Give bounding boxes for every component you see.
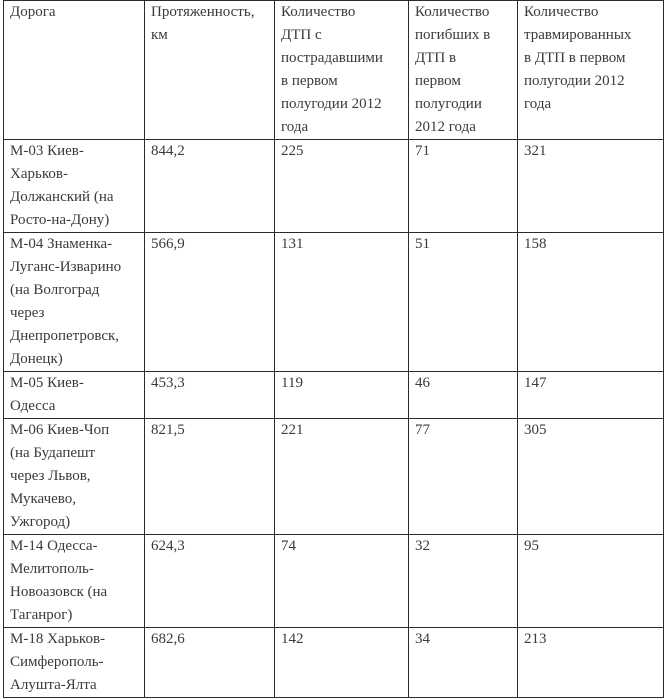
- accidents-cell: 74: [275, 535, 409, 628]
- killed-cell: 71: [409, 140, 518, 233]
- road-cell: [4, 535, 145, 628]
- header-killed-line: полугодии: [415, 96, 482, 112]
- killed-cell: 77: [409, 419, 518, 535]
- table-row: [4, 372, 664, 419]
- header-length-line: км: [151, 27, 168, 43]
- road-name-line: М-05 Киев-: [10, 375, 84, 391]
- road-name-line: (на Будапешт: [10, 445, 96, 461]
- road-name-line: через Львов,: [10, 468, 91, 484]
- road-name-line: Мелитополь-: [10, 561, 94, 577]
- road-name-line: Таганрог): [10, 607, 73, 623]
- length-cell: 624,3: [145, 535, 275, 628]
- road-name-line: Симферополь-: [10, 654, 104, 670]
- header-killed-line: ДТП в: [415, 50, 457, 66]
- accidents-cell: 221: [275, 419, 409, 535]
- road-name-line: М-06 Киев-Чоп: [10, 422, 110, 438]
- killed-cell: 34: [409, 628, 518, 698]
- header-accidents-line: года: [281, 119, 309, 135]
- road-name-line: М-14 Одесса-: [10, 538, 98, 554]
- road-cell: [4, 419, 145, 535]
- injured-cell: 213: [518, 628, 664, 698]
- road-name-line: Новоазовск (на: [10, 584, 108, 600]
- road-name-line: Харьков-: [10, 166, 68, 182]
- road-name-line: Росто-на-Дону): [10, 212, 110, 228]
- road-name-line: М-03 Киев-: [10, 143, 84, 159]
- header-accidents-line: полугодии 2012: [281, 96, 382, 112]
- road-cell: [4, 628, 145, 698]
- length-cell: 453,3: [145, 372, 275, 419]
- header-accidents: [275, 1, 409, 140]
- road-name-line: М-18 Харьков-: [10, 631, 106, 647]
- table-header-row: [4, 1, 664, 140]
- header-injured-line: травмированных: [524, 27, 632, 43]
- table-row: [4, 233, 664, 372]
- header-accidents-line: пострадавшими: [281, 50, 383, 66]
- header-accidents-line: в первом: [281, 73, 338, 89]
- injured-cell: 147: [518, 372, 664, 419]
- road-cell: [4, 140, 145, 233]
- header-injured-line: полугодии 2012: [524, 73, 625, 89]
- killed-cell: 32: [409, 535, 518, 628]
- injured-cell: 321: [518, 140, 664, 233]
- header-killed-line: погибших в: [415, 27, 491, 43]
- road-accidents-table: [3, 0, 664, 698]
- header-injured: [518, 1, 664, 140]
- length-cell: 844,2: [145, 140, 275, 233]
- killed-cell: 51: [409, 233, 518, 372]
- header-length: [145, 1, 275, 140]
- header-killed: [409, 1, 518, 140]
- road-name-line: (на Волгоград: [10, 282, 100, 298]
- accidents-cell: 131: [275, 233, 409, 372]
- header-injured-line: Количество: [524, 4, 599, 20]
- road-cell: [4, 233, 145, 372]
- road-cell: [4, 372, 145, 419]
- road-name-line: Луганс-Изварино: [10, 259, 122, 275]
- table-row: [4, 419, 664, 535]
- road-name-line: через: [10, 305, 45, 321]
- length-cell: 821,5: [145, 419, 275, 535]
- table-row: [4, 628, 664, 698]
- header-injured-line: года: [524, 96, 552, 112]
- accidents-cell: 142: [275, 628, 409, 698]
- road-name-line: Мукачево,: [10, 491, 77, 507]
- header-accidents-line: ДТП с: [281, 27, 322, 43]
- road-name-line: Днепропетровск,: [10, 328, 120, 344]
- accidents-cell: 225: [275, 140, 409, 233]
- road-name-line: Донецк): [10, 351, 63, 367]
- killed-cell: 46: [409, 372, 518, 419]
- header-injured-line: в ДТП в первом: [524, 50, 626, 66]
- table-row: [4, 140, 664, 233]
- header-road-line: Дорога: [10, 4, 56, 20]
- road-name-line: Должанский (на: [10, 189, 114, 205]
- injured-cell: 95: [518, 535, 664, 628]
- road-name-line: Одесса: [10, 398, 56, 414]
- table-row: [4, 535, 664, 628]
- header-killed-line: первом: [415, 73, 461, 89]
- length-cell: 682,6: [145, 628, 275, 698]
- length-cell: 566,9: [145, 233, 275, 372]
- header-road: [4, 1, 145, 140]
- road-name-line: Алушта-Ялта: [10, 677, 97, 693]
- header-killed-line: Количество: [415, 4, 490, 20]
- road-name-line: Ужгород): [10, 514, 71, 530]
- accidents-cell: 119: [275, 372, 409, 419]
- injured-cell: 305: [518, 419, 664, 535]
- header-accidents-line: Количество: [281, 4, 356, 20]
- injured-cell: 158: [518, 233, 664, 372]
- header-length-line: Протяженность,: [151, 4, 255, 20]
- header-killed-line: 2012 года: [415, 119, 476, 135]
- road-name-line: М-04 Знаменка-: [10, 236, 113, 252]
